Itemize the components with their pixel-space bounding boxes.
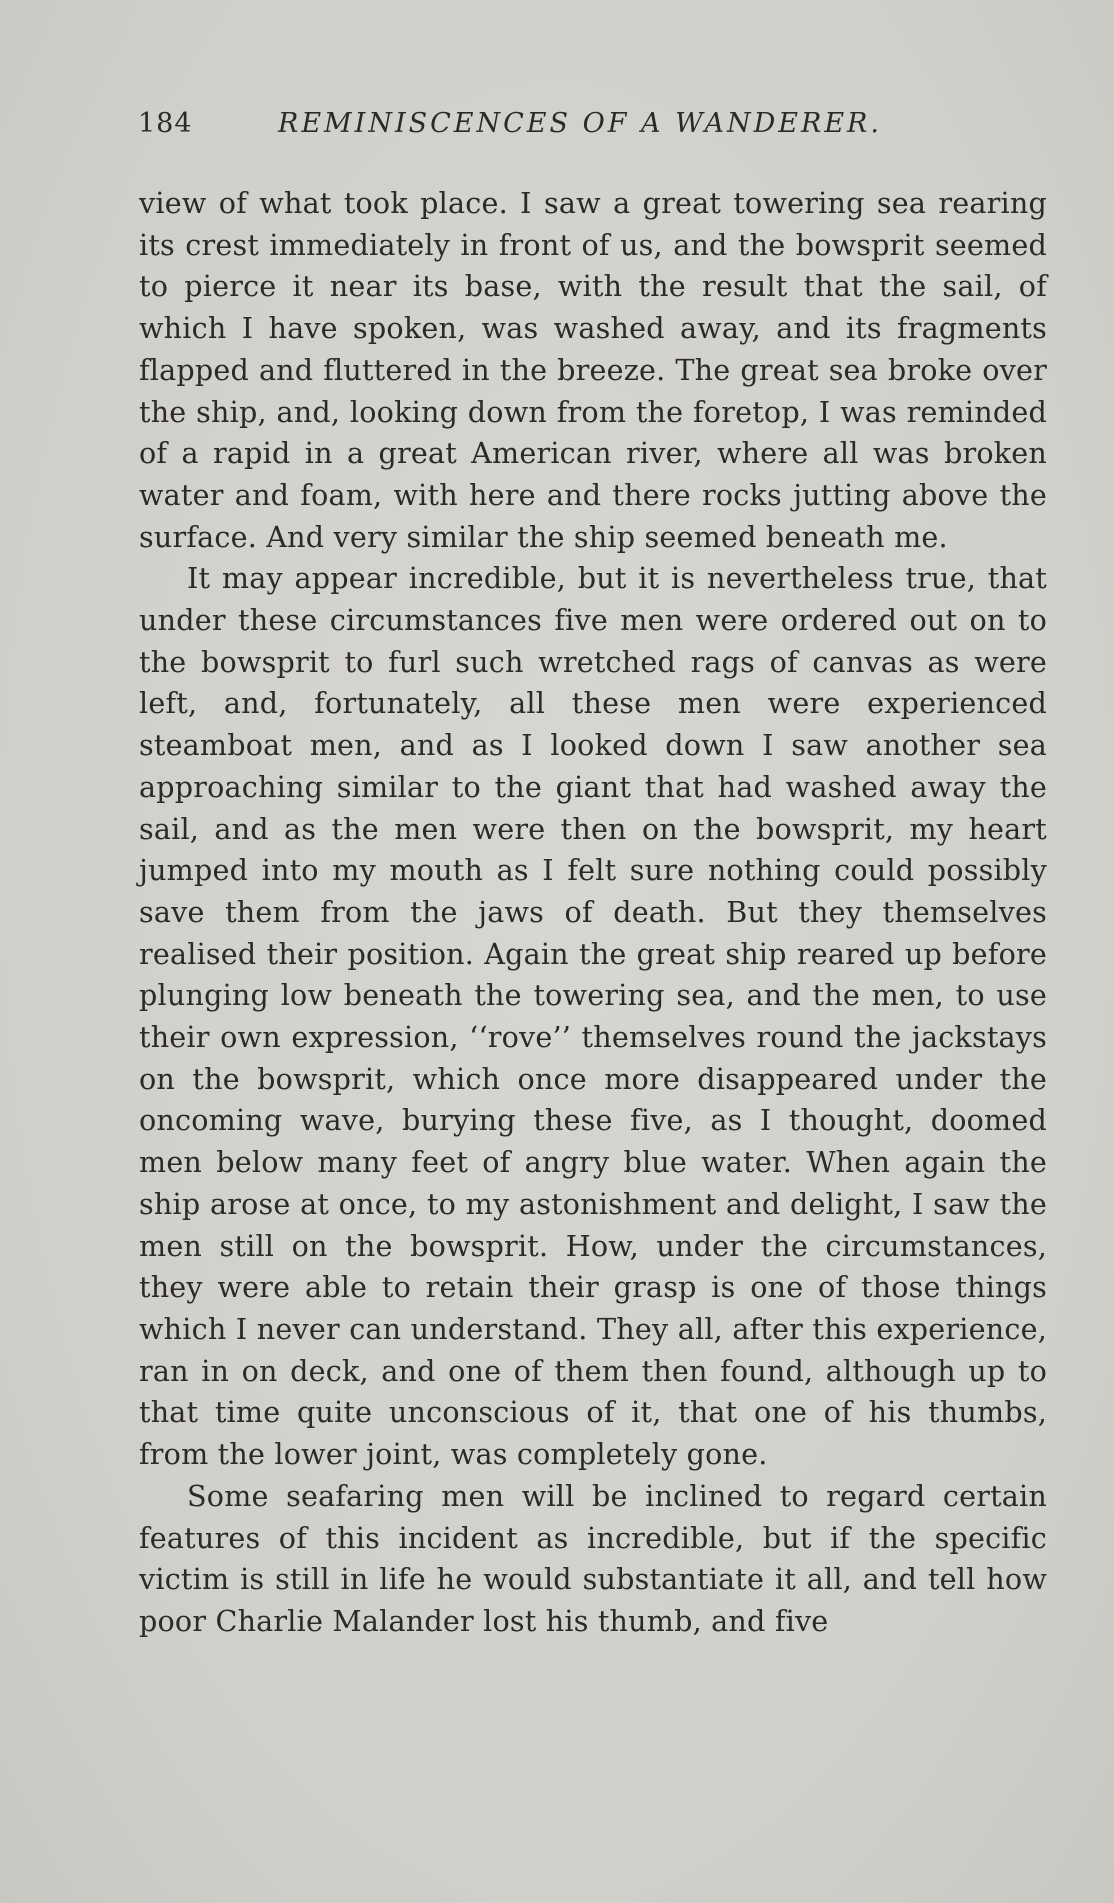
paragraph-1: view of what took place. I saw a great towering sea rearing its crest immediately in front of us, and the bowsprit seemed to pierce it near its base, with the result that the sail, of which I have spoken, was washed away, and its fragments flapped and fluttered in the breeze. The great sea broke over the ship, and, looking down from the foretop, I was reminded of a rapid in a great American river, where all was broken water and foam, with here and there rocks jutting above the surface. And very similar the ship seemed beneath me.	[139, 186, 1047, 554]
body-text	[139, 183, 1047, 1643]
paragraph-3: Some seafaring men will be inclined to regard certain features of this incident as incredible, but if the specific victim is still in life he would substantiate it all, and tell how poor Charlie Malander lost his thumb, and five	[139, 1478, 1047, 1638]
paragraph-2: It may appear incredible, but it is nevertheless true, that under these circumstances five men were ordered out on to the bowsprit to furl such wretched rags of canvas as were left, and, fortunately, all these men were experienced steamboat men, and as I looked down I saw another sea approaching similar to the giant that had washed away the sail, and as the men were then on the bowsprit, my heart jumped into my mouth as I felt sure nothing could possibly save them from the jaws of death. But they themselves realised their position. Again the great ship reared up before plunging low beneath the towering sea, and the men, to use their own expression, ‘‘rove’’ themselves round the jackstays on the bowsprit, which once more disappeared under the oncoming wave, burying these five, as I thought, doomed men below many feet of angry blue water. When again the ship arose at once, to my astonishment and delight, I saw the men still on the bowsprit. How, under the circumstances, they were able to retain their grasp is one of those things which I never can understand. They all, after this experience, ran in on deck, and one of them then found, although up to that time quite unconscious of it, that one of his thumbs, from the lower joint, was completely gone.	[139, 561, 1047, 1472]
running-title: REMINISCENCES OF A WANDERER.	[278, 108, 882, 139]
page-number: 184	[138, 108, 193, 139]
running-head	[138, 108, 938, 148]
